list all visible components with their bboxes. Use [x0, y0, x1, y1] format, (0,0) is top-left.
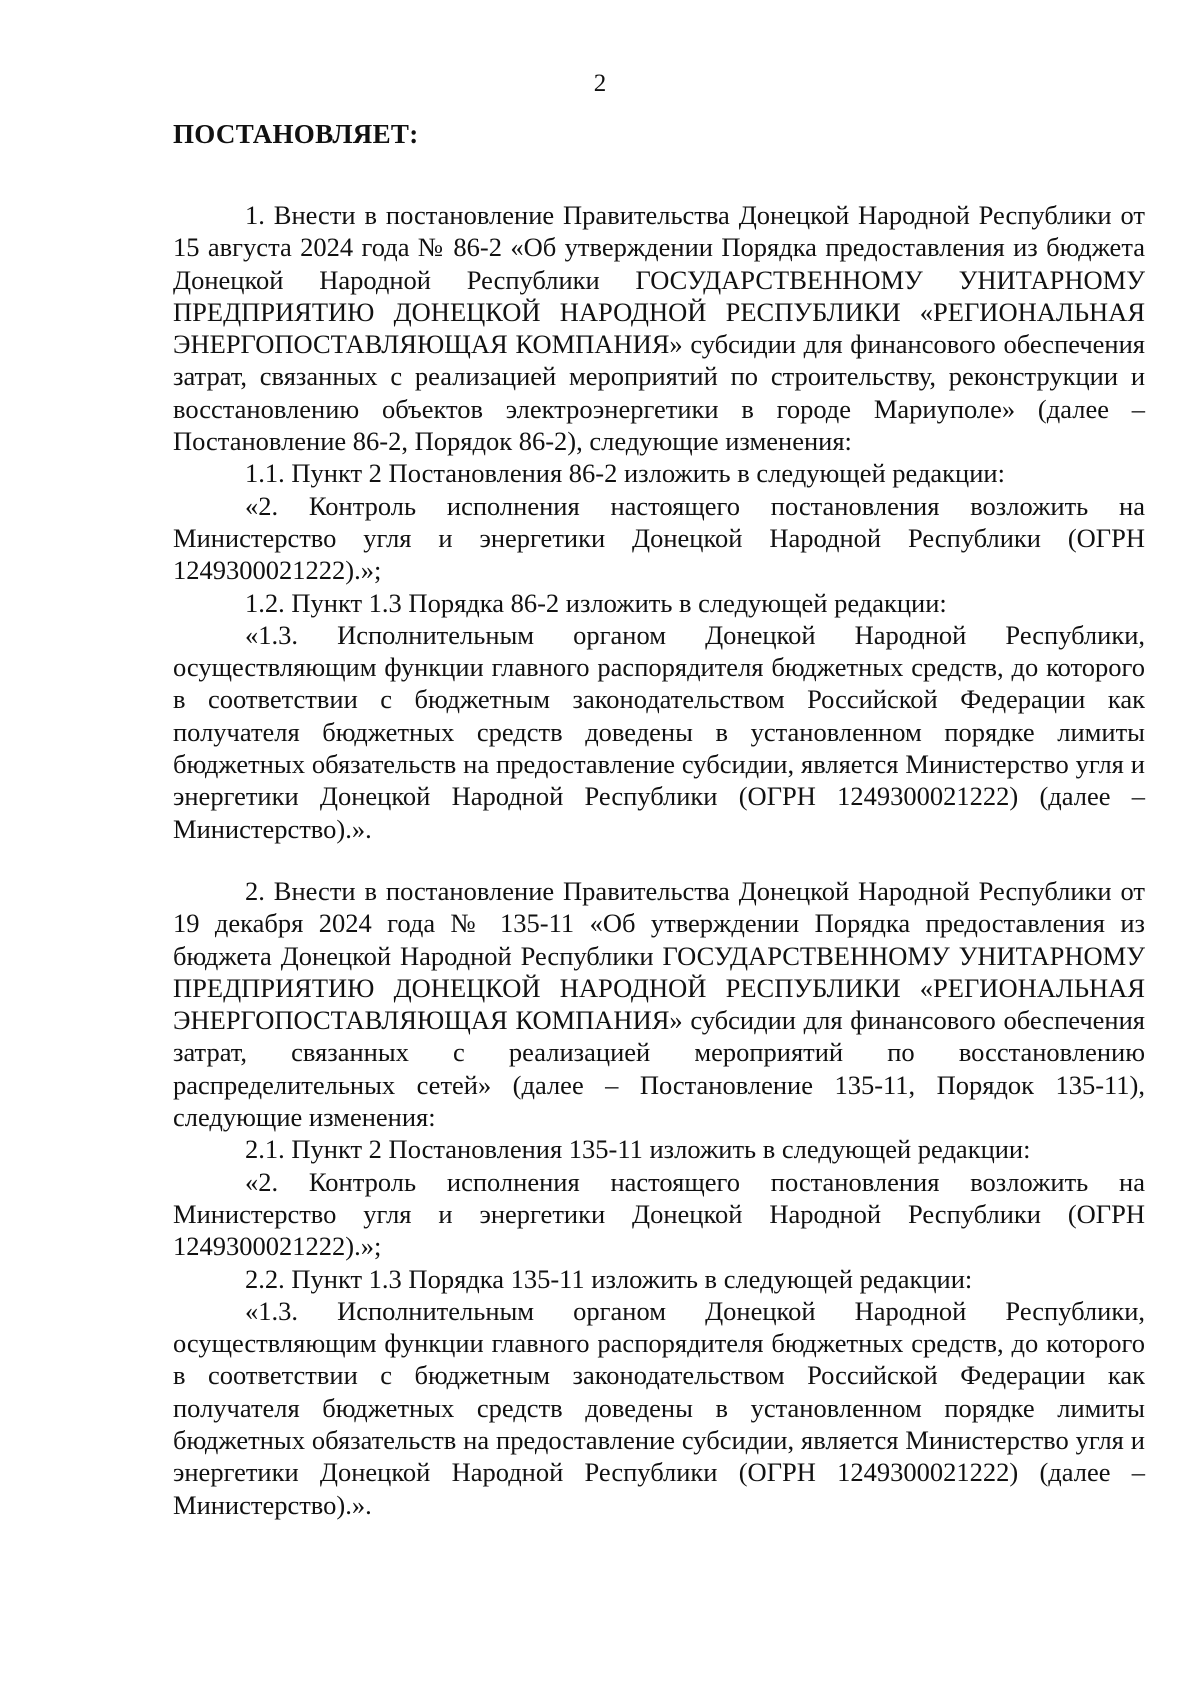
quote-1-2: «1.3. Исполнительным органом Донецкой Народной Республики, осуществляющим функции главного распорядителя бюджетных средств, до которого в соответствии с бюджетным законодательством Российской Федерации как получателя бюджетных средств доведены в установленном порядке лимиты бюджетных обязательств на предоставление субсидии, является Министерство угля и энергетики Донецкой Народной Республики (ОГРН 1249300021222) (далее – Министерство).».	[173, 619, 1145, 844]
quote-2-2: «1.3. Исполнительным органом Донецкой Народной Республики, осуществляющим функции главного распорядителя бюджетных средств, до которого в соответствии с бюджетным законодательством Российской Федерации как получателя бюджетных средств доведены в установленном порядке лимиты бюджетных обязательств на предоставление субсидии, является Министерство угля и энергетики Донецкой Народной Республики (ОГРН 1249300021222) (далее – Министерство).».	[173, 1295, 1145, 1520]
section-2-intro: 2. Внести в постановление Правительства Донецкой Народной Республики от 19 декабря 2024 года № 135-11 «Об утверждении Порядка предоставления из бюджета Донецкой Народной Республики ГОСУДАРСТВЕННОМУ УНИТАРНОМУ ПРЕДПРИЯТИЮ ДОНЕЦКОЙ НАРОДНОЙ РЕСПУБЛИКИ «РЕГИОНАЛЬНАЯ ЭНЕРГОПОСТАВЛЯЮЩАЯ КОМПАНИЯ» субсидии для финансового обеспечения затрат, связанных с реализацией мероприятий по восстановлению распределительных сетей» (далее – Постановление 135-11, Порядок 135-11), следующие изменения:	[173, 875, 1145, 1133]
section-1	[173, 199, 1145, 845]
item-2-1: 2.1. Пункт 2 Постановления 135-11 изложить в следующей редакции:	[245, 1134, 1031, 1165]
resolution-heading: ПОСТАНОВЛЯЕТ:	[173, 119, 419, 149]
document-body	[173, 199, 1145, 1521]
page-number: 2	[593, 70, 607, 97]
quote-1-1: «2. Контроль исполнения настоящего постановления возложить на Министерство угля и энергетики Донецкой Народной Республики (ОГРН 1249300021222).»;	[173, 490, 1145, 586]
section-1-intro: 1. Внести в постановление Правительства Донецкой Народной Республики от 15 августа 2024 года № 86-2 «Об утверждении Порядка предоставления из бюджета Донецкой Народной Республики ГОСУДАРСТВЕННОМУ УНИТАРНОМУ ПРЕДПРИЯТИЮ ДОНЕЦКОЙ НАРОДНОЙ РЕСПУБЛИКИ «РЕГИОНАЛЬНАЯ ЭНЕРГОПОСТАВЛЯЮЩАЯ КОМПАНИЯ» субсидии для финансового обеспечения затрат, связанных с реализацией мероприятий по строительству, реконструкции и восстановлению объектов электроэнергетики в городе Мариуполе» (далее – Постановление 86-2, Порядок 86-2), следующие изменения:	[173, 200, 1145, 457]
section-2	[173, 875, 1145, 1521]
item-2-2: 2.2. Пункт 1.3 Порядка 135-11 изложить в следующей редакции:	[245, 1263, 973, 1294]
item-1-2: 1.2. Пункт 1.3 Порядка 86-2 изложить в следующей редакции:	[245, 587, 947, 618]
quote-2-1: «2. Контроль исполнения настоящего постановления возложить на Министерство угля и энергетики Донецкой Народной Республики (ОГРН 1249300021222).»;	[173, 1166, 1145, 1262]
item-1-1: 1.1. Пункт 2 Постановления 86-2 изложить в следующей редакции:	[245, 458, 1005, 489]
